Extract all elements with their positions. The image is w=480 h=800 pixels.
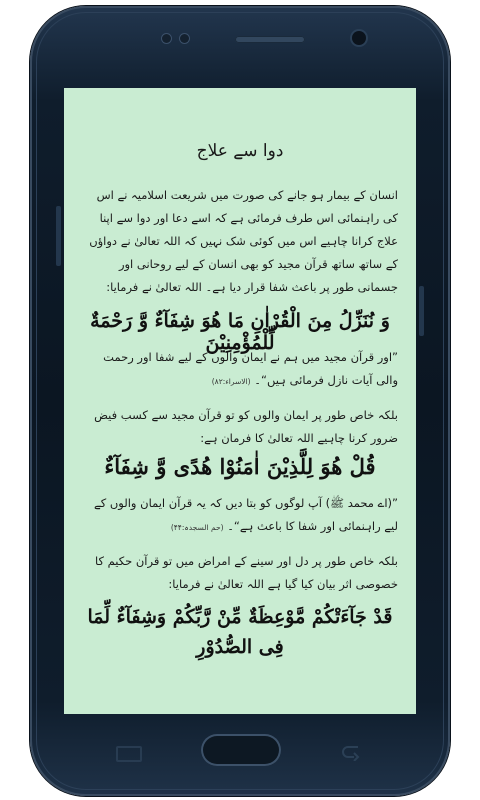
paragraph-believers: بلکہ خاص طور پر ایمان والوں کو تو قرآن مجید سے کسب فیض ضرور کرنا چاہیے اللہ تعالیٰ کا فرمان ہے: [94,408,398,445]
verse-1: وَ نُنَزِّلُ مِنَ الْقُرْاٰنِ مَا هُوَ شِفَآءٌ وَّ رَحْمَةٌ لِّلْمُؤْمِنِيْنَ [90,310,390,354]
paragraph-translation-1 [82,346,398,393]
light-sensor [180,34,189,43]
back-key-icon[interactable] [116,746,142,762]
hardware-nav-bar [64,724,416,778]
reference-1: (الاسراء:۸۲) [211,377,251,386]
paragraph-translation-2 [82,492,398,539]
paragraph-intro: انسان کے بیمار ہو جانے کی صورت میں شریعت اسلامیہ نے اس کی راہنمائی اس طرف فرمائی ہے کہ اسے دعا اور دوا سے اپنا علاج کرانا چاہیے اس میں کوئی شک نہیں کہ اللہ تعالیٰ نے دواؤں کے ساتھ ساتھ قرآن مجید کو بھی انسان کے لیے روحانی اور جسمانی طور پر باعث شفا قرار دیا ہے۔ اللہ تعالیٰ نے فرمایا: [89,188,398,294]
back-arrow-icon[interactable] [340,743,362,761]
translation-1-text: ”اور قرآن مجید میں ہم نے ایمان والوں کے لیے شفا اور رحمت والی آیات نازل فرمائی ہیں“۔ [103,350,398,387]
translation-2-text: ”(اے محمد ﷺ) آپ لوگوں کو بتا دیں کہ یہ قرآن ایمان والوں کے لیے راہنمائی اور شفا کا باعث ہے“۔ [93,496,398,533]
reference-2: (حم السجدہ:۴۴) [170,523,224,532]
paragraph-hearts: بلکہ خاص طور پر دل اور سینے کے امراض میں تو قرآن حکیم کا خصوصی اثر بیان کیا گیا ہے اللہ تعالیٰ نے فرمایا: [94,554,398,591]
front-camera [352,31,366,45]
home-button[interactable] [201,734,281,766]
volume-button [56,206,61,266]
verse-3: قَدْ جَآءَتْكُمْ مَّوْعِظَةٌ مِّنْ رَّبِّكُمْ وَشِفَآءٌ لِّمَا فِى الصُّدُوْرِ [87,606,393,658]
verse-2: قُلْ هُوَ لِلَّذِيْنَ اٰمَنُوْا هُدًى وَّ شِفَآءٌ [104,454,376,479]
page-title: دوا سے علاج [196,141,284,161]
proximity-sensor [162,34,171,43]
power-button [419,286,424,336]
app-screen[interactable] [64,88,416,714]
earpiece-speaker [235,36,305,43]
